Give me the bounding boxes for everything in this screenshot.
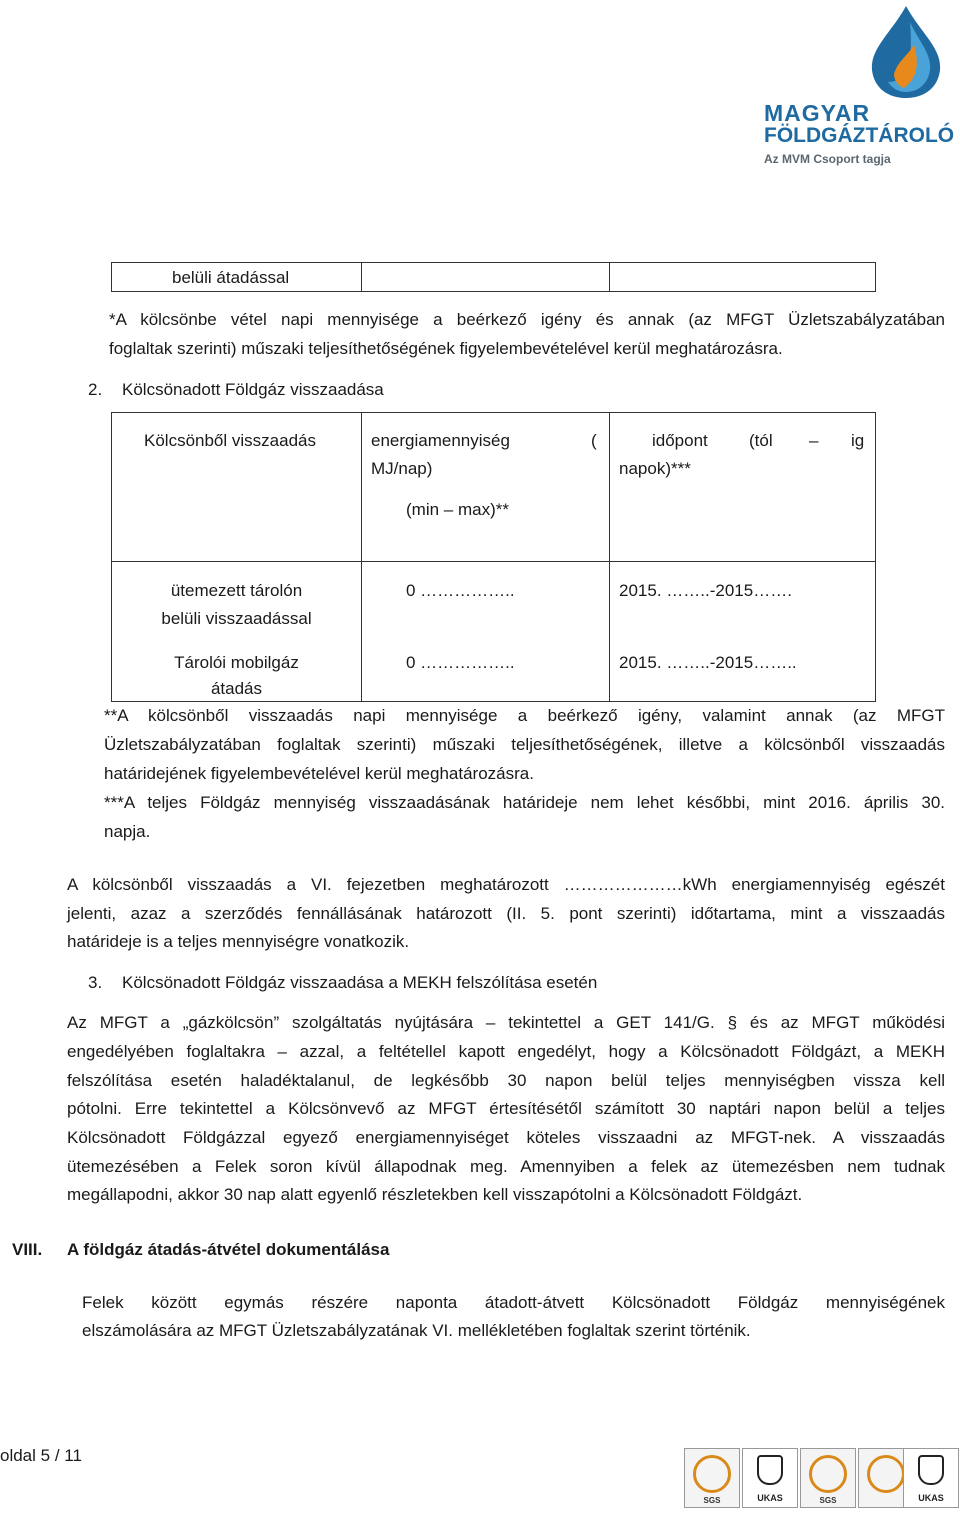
row-2-label-line-1: Tárolói mobilgáz <box>174 653 299 672</box>
crown-icon <box>757 1455 783 1485</box>
table-1 <box>111 262 876 292</box>
crown-icon <box>918 1455 944 1485</box>
header-col-3-word-4: ig <box>851 431 865 450</box>
logo-line-1: MAGYAR <box>764 100 871 126</box>
row-2-label-line-2: átadás <box>210 679 263 698</box>
row-1-amount: 0 …………….. <box>406 581 515 600</box>
row-2-period: 2015. ……..-2015…….. <box>619 653 797 672</box>
para-2-line-4: pótolni. Erre tekintettel a Kölcsönvevő az MFGT értesítésétől számított 30 naptári napon belül a teljes <box>67 1099 945 1118</box>
sgs-certification-badge: SGS <box>684 1448 740 1508</box>
header-col-2-paren: ( <box>591 431 597 450</box>
para-2-line-6: ütemezésében a Felek soron kívül állapodnak meg. Amennyiben a felek az ütemezésben nem tudnak <box>67 1157 945 1176</box>
row-1-label-line-2: belüli visszaadással <box>161 609 312 628</box>
header-col-1: Kölcsönből visszaadás <box>144 431 316 450</box>
para-1-line-3: határideje is a teljes mennyiségre vonatkozik. <box>67 932 410 951</box>
para-3-line-2: elszámolására az MFGT Üzletszabályzatának VI. mellékletében foglaltak szerint történik. <box>82 1321 751 1340</box>
section-8-number: VIII. <box>12 1240 43 1259</box>
header-col-2-line-3: (min – max)** <box>406 500 509 519</box>
para-3-line-1: Felek között egymás részére naponta átadott-átvett Kölcsönadott Földgáz mennyiségének <box>82 1293 945 1312</box>
certification-ring-icon <box>867 1455 905 1493</box>
certification-ring-icon <box>809 1455 847 1493</box>
note-2-line-2: Üzletszabályzatában foglaltak szerinti) műszaki teljesíthetőségének, illetve a kölcsönből visszaadás <box>104 735 945 754</box>
company-logo <box>758 0 958 175</box>
note-2-line-5: napja. <box>104 822 151 841</box>
sgs-certification-badge-2: SGS <box>800 1448 856 1508</box>
header-col-3-word-3: – <box>809 431 819 450</box>
section-2-title: Kölcsönadott Földgáz visszaadása <box>122 380 384 399</box>
logo-tagline: Az MVM Csoport tagja <box>764 152 891 166</box>
ukas-certification-badge: UKAS <box>742 1448 798 1508</box>
note-2-line-3: határidejének figyelembevételével kerül meghatározásra. <box>104 764 534 783</box>
section-2-number: 2. <box>88 380 103 399</box>
certification-ring-icon <box>693 1455 731 1493</box>
note-1-line-2: foglaltak szerinti) műszaki teljesíthetőségének figyelembevételével kerül meghatározásra. <box>109 339 783 358</box>
flame-drop-icon <box>858 4 954 100</box>
section-3-number: 3. <box>88 973 103 992</box>
ukas-certification-badge-2: UKAS <box>903 1448 959 1508</box>
para-2-line-7: megállapodni, akkor 30 nap alatt egyenlő részletekben kell visszapótolni a Kölcsönadott Földgázt. <box>67 1185 803 1204</box>
header-col-3-line-2: napok)*** <box>619 459 691 478</box>
logo-line-2: FÖLDGÁZTÁROLÓ <box>764 124 955 147</box>
row-1-label-line-1: ütemezett tárolón <box>170 581 303 600</box>
header-col-3-word-1: időpont <box>652 431 708 450</box>
para-1-line-2: jelenti, azaz a szerződés fennállásának határozott (II. 5. pont szerinti) időtartama, mint a visszaadás <box>67 904 945 923</box>
header-col-2-line-2: MJ/nap) <box>371 459 433 478</box>
row-1-period: 2015. ……..-2015……. <box>619 581 792 600</box>
table-1-row-label: belüli átadással <box>172 268 290 287</box>
section-3-title: Kölcsönadott Földgáz visszaadása a MEKH felszólítása esetén <box>122 973 598 992</box>
note-2-line-4: ***A teljes Földgáz mennyiség visszaadásának határideje nem lehet későbbi, mint 2016. április 30. <box>104 793 945 812</box>
para-2-line-1: Az MFGT a „gázkölcsön” szolgáltatás nyújtására – tekintettel a GET 141/G. § és az MFGT működési <box>67 1013 945 1032</box>
header-col-3-word-2: (tól <box>749 431 773 450</box>
table-2 <box>111 412 876 702</box>
note-1-line-1: *A kölcsönbe vétel napi mennyisége a beérkező igény és annak (az MFGT Üzletszabályzatában <box>109 310 945 329</box>
para-2-line-5: Kölcsönadott Földgázzal egyező energiamennyiséget köteles visszaadni az MFGT-nek. A visszaadás <box>67 1128 945 1147</box>
para-2-line-2: engedélyében foglaltakra – azzal, a feltétellel kapott engedélyt, hogy a Kölcsönadott Földgázt, a MEKH <box>67 1042 945 1061</box>
note-2-line-1: **A kölcsönből visszaadás napi mennyisége a beérkező igény, valamint annak (az MFGT <box>104 706 945 725</box>
row-2-amount: 0 …………….. <box>406 653 515 672</box>
page-number: oldal 5 / 11 <box>0 1446 82 1465</box>
para-1-line-1: A kölcsönből visszaadás a VI. fejezetben meghatározott …………………kWh energiamennyiség egészét <box>67 875 945 894</box>
header-col-2-line-1: energiamennyiség <box>371 431 510 450</box>
section-8-title: A földgáz átadás-átvétel dokumentálása <box>67 1240 390 1259</box>
para-2-line-3: felszólítása esetén haladéktalanul, de legkésőbb 30 napon belül teljes mennyiségben vissza kell <box>67 1071 945 1090</box>
